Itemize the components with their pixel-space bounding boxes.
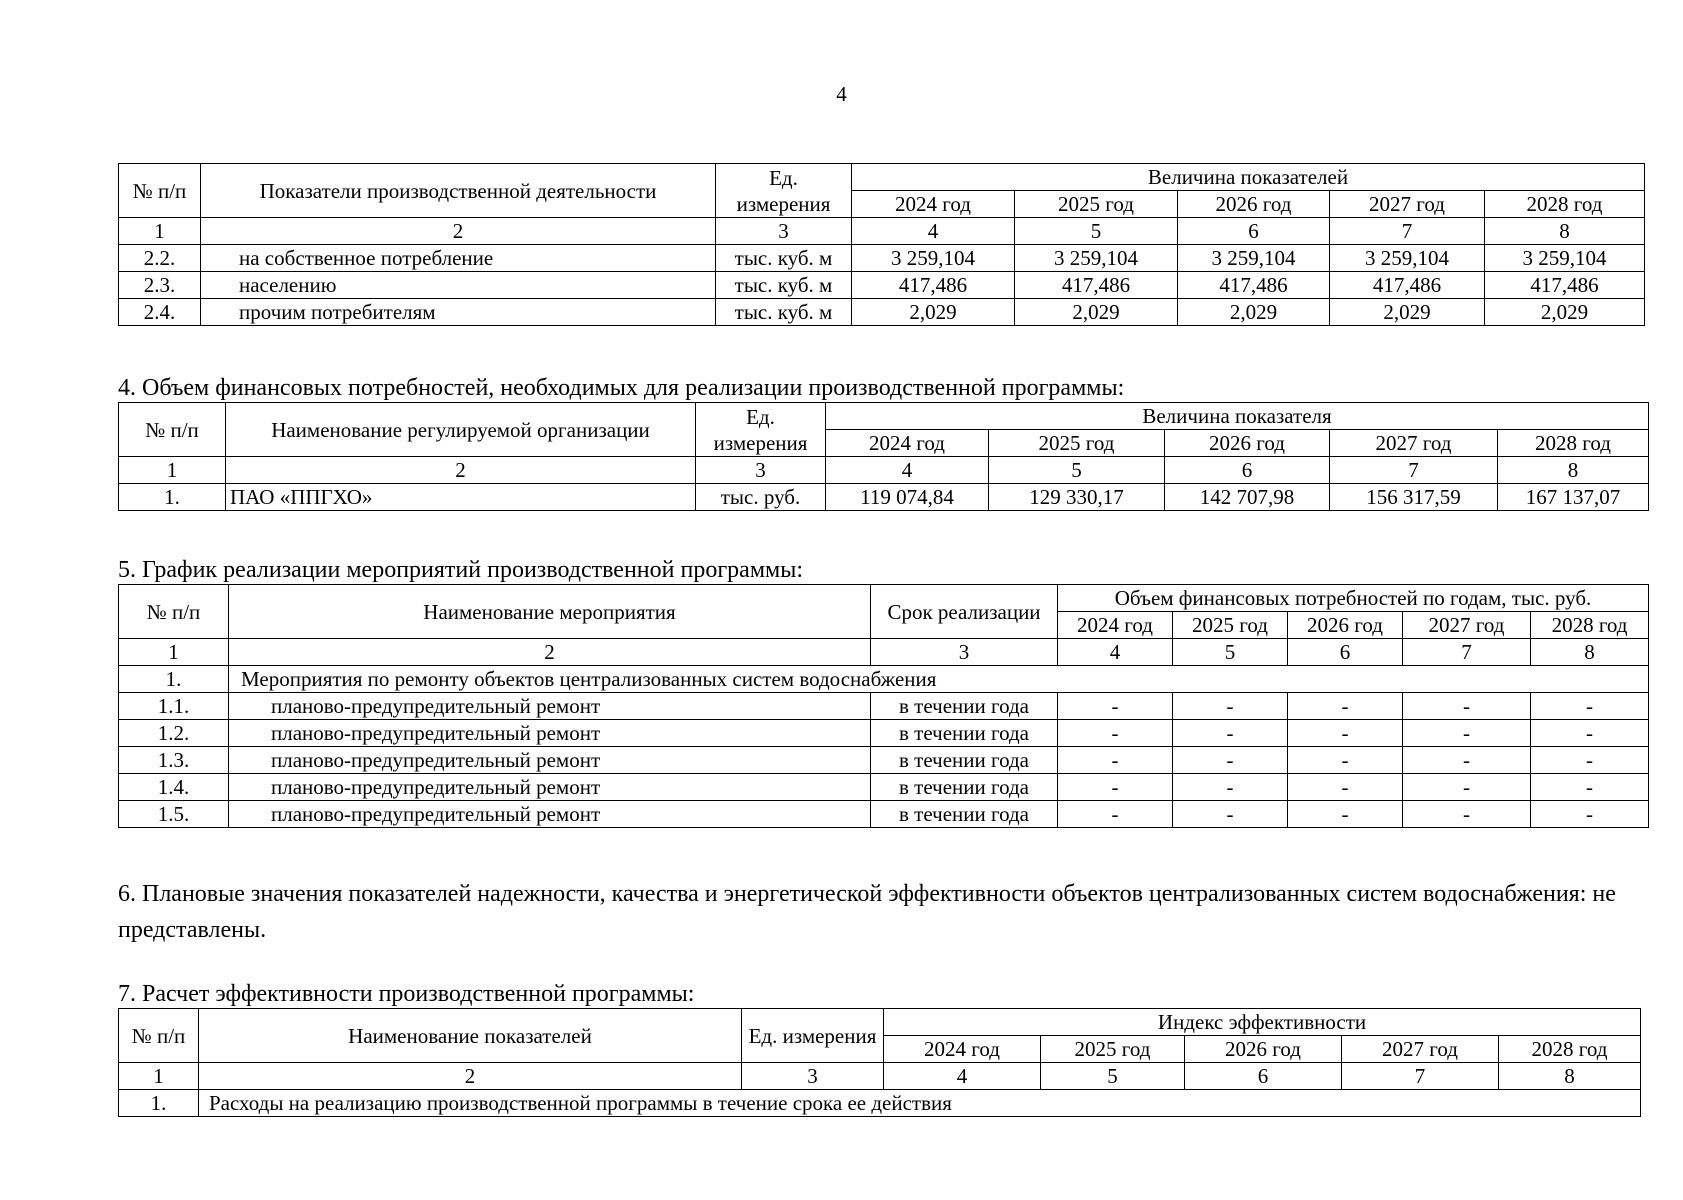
table-row (119, 299, 1645, 326)
column-index: 6 (1178, 218, 1330, 245)
row-value: - (1288, 801, 1403, 828)
header-year: 2024 год (884, 1036, 1041, 1063)
column-index-row (119, 1063, 1641, 1090)
column-index: 1 (119, 457, 226, 484)
row-num: 1. (119, 666, 229, 693)
column-index: 5 (1173, 639, 1288, 666)
row-value: - (1403, 693, 1531, 720)
row-value: - (1058, 693, 1173, 720)
row-value: 167 137,07 (1498, 484, 1649, 511)
header-year: 2026 год (1165, 430, 1330, 457)
row-value: 2,029 (1330, 299, 1485, 326)
column-index: 4 (1058, 639, 1173, 666)
header-num: № п/п (119, 1009, 199, 1063)
row-name: прочим потребителям (201, 299, 716, 326)
row-term: в течении года (871, 801, 1058, 828)
row-unit: тыс. куб. м (716, 299, 852, 326)
column-index: 2 (201, 218, 716, 245)
column-index: 6 (1288, 639, 1403, 666)
header-year: 2025 год (1015, 191, 1178, 218)
column-index-row (119, 218, 1645, 245)
header-year: 2027 год (1342, 1036, 1499, 1063)
row-term: в течении года (871, 693, 1058, 720)
column-index: 4 (852, 218, 1015, 245)
header-year: 2027 год (1403, 612, 1531, 639)
section-4-title: 4. Объем финансовых потребностей, необходимых для реализации производственной программы: (118, 375, 1125, 401)
column-index-row (119, 457, 1649, 484)
column-index: 1 (119, 639, 229, 666)
header-year: 2024 год (852, 191, 1015, 218)
column-index: 8 (1498, 457, 1649, 484)
header-value: Индекс эффективности (884, 1009, 1641, 1036)
group-name: Расходы на реализацию производственной программы в течение срока ее действия (199, 1090, 1641, 1117)
row-value: - (1173, 720, 1288, 747)
efficiency-table (118, 1008, 1641, 1117)
header-value: Величина показателей (852, 164, 1645, 191)
row-num: 1.2. (119, 720, 229, 747)
row-value: 417,486 (1015, 272, 1178, 299)
row-value: 417,486 (1330, 272, 1485, 299)
table-row (119, 272, 1645, 299)
column-index: 1 (119, 1063, 199, 1090)
header-unit: Ед. измерения (716, 164, 852, 218)
header-year: 2028 год (1498, 430, 1649, 457)
section-5-title: 5. График реализации мероприятий производственной программы: (118, 557, 803, 583)
column-index: 2 (229, 639, 871, 666)
row-value: 3 259,104 (852, 245, 1015, 272)
header-year: 2024 год (826, 430, 989, 457)
row-num: 2.2. (119, 245, 201, 272)
row-num: 2.4. (119, 299, 201, 326)
row-value: 417,486 (852, 272, 1015, 299)
row-name: на собственное потребление (201, 245, 716, 272)
row-value: 2,029 (1015, 299, 1178, 326)
header-year: 2028 год (1531, 612, 1649, 639)
column-index: 2 (226, 457, 696, 484)
column-index: 5 (989, 457, 1165, 484)
row-term: в течении года (871, 747, 1058, 774)
header-year: 2025 год (1173, 612, 1288, 639)
column-index: 3 (871, 639, 1058, 666)
row-num: 1.4. (119, 774, 229, 801)
row-value: - (1403, 774, 1531, 801)
row-value: - (1173, 747, 1288, 774)
row-term: в течении года (871, 720, 1058, 747)
row-value: - (1403, 720, 1531, 747)
column-index: 6 (1165, 457, 1330, 484)
table-row (119, 774, 1649, 801)
header-unit: Ед. измерения (742, 1009, 884, 1063)
header-year: 2024 год (1058, 612, 1173, 639)
row-value: - (1058, 774, 1173, 801)
table-row (119, 484, 1649, 511)
row-value: 417,486 (1178, 272, 1330, 299)
header-value: Объем финансовых потребностей по годам, тыс. руб. (1058, 585, 1649, 612)
header-year: 2028 год (1485, 191, 1645, 218)
row-value: 417,486 (1485, 272, 1645, 299)
row-num: 1.5. (119, 801, 229, 828)
row-num: 1.3. (119, 747, 229, 774)
row-name: населению (201, 272, 716, 299)
row-unit: тыс. руб. (696, 484, 826, 511)
row-value: 2,029 (1485, 299, 1645, 326)
column-index: 1 (119, 218, 201, 245)
column-index: 7 (1330, 218, 1485, 245)
header-year: 2026 год (1178, 191, 1330, 218)
column-index: 5 (1041, 1063, 1185, 1090)
production-indicators-table (118, 163, 1645, 326)
row-value: - (1531, 720, 1649, 747)
row-value: - (1531, 801, 1649, 828)
column-index: 5 (1015, 218, 1178, 245)
header-num: № п/п (119, 585, 229, 639)
row-value: 129 330,17 (989, 484, 1165, 511)
section-6-text: 6. Плановые значения показателей надежности, качества и энергетической эффективности объектов централизованных систем водоснабжения: не представлены. (118, 881, 1616, 943)
row-num: 2.3. (119, 272, 201, 299)
table-row (119, 693, 1649, 720)
row-value: - (1288, 747, 1403, 774)
row-value: 3 259,104 (1485, 245, 1645, 272)
row-value: - (1288, 720, 1403, 747)
row-value: 156 317,59 (1330, 484, 1498, 511)
table-row (119, 720, 1649, 747)
row-value: - (1288, 693, 1403, 720)
column-index: 8 (1531, 639, 1649, 666)
header-value: Величина показателя (826, 403, 1649, 430)
row-value: 3 259,104 (1330, 245, 1485, 272)
row-name: планово-предупредительный ремонт (229, 693, 871, 720)
row-value: - (1531, 774, 1649, 801)
row-value: - (1173, 774, 1288, 801)
page-number: 4 (836, 82, 847, 106)
row-term: в течении года (871, 774, 1058, 801)
column-index: 7 (1342, 1063, 1499, 1090)
row-value: - (1058, 720, 1173, 747)
column-index: 3 (696, 457, 826, 484)
header-name: Наименование мероприятия (229, 585, 871, 639)
row-value: - (1173, 801, 1288, 828)
column-index: 6 (1185, 1063, 1342, 1090)
header-name: Наименование показателей (199, 1009, 742, 1063)
row-value: - (1173, 693, 1288, 720)
column-index: 3 (742, 1063, 884, 1090)
column-index: 7 (1403, 639, 1531, 666)
row-value: - (1288, 774, 1403, 801)
row-num: 1. (119, 484, 226, 511)
row-value: - (1403, 747, 1531, 774)
row-value: 2,029 (1178, 299, 1330, 326)
row-name: планово-предупредительный ремонт (229, 747, 871, 774)
financial-needs-table (118, 402, 1649, 511)
row-value: 142 707,98 (1165, 484, 1330, 511)
column-index: 7 (1330, 457, 1498, 484)
row-value: - (1531, 693, 1649, 720)
row-value: 119 074,84 (826, 484, 989, 511)
column-index: 2 (199, 1063, 742, 1090)
table-row (119, 245, 1645, 272)
row-num: 1.1. (119, 693, 229, 720)
row-value: 2,029 (852, 299, 1015, 326)
header-year: 2026 год (1185, 1036, 1342, 1063)
header-num: № п/п (119, 164, 201, 218)
header-year: 2026 год (1288, 612, 1403, 639)
header-year: 2028 год (1499, 1036, 1641, 1063)
row-value: - (1058, 747, 1173, 774)
column-index: 4 (884, 1063, 1041, 1090)
header-name: Показатели производственной деятельности (201, 164, 716, 218)
group-name: Мероприятия по ремонту объектов централизованных систем водоснабжения (229, 666, 1649, 693)
header-year: 2027 год (1330, 191, 1485, 218)
row-name: планово-предупредительный ремонт (229, 720, 871, 747)
header-term: Срок реализации (871, 585, 1058, 639)
header-year: 2027 год (1330, 430, 1498, 457)
measures-schedule-table (118, 584, 1649, 828)
row-name: планово-предупредительный ремонт (229, 774, 871, 801)
row-unit: тыс. куб. м (716, 272, 852, 299)
row-value: 3 259,104 (1178, 245, 1330, 272)
section-7-title: 7. Расчет эффективности производственной программы: (118, 981, 695, 1007)
header-year: 2025 год (989, 430, 1165, 457)
header-year: 2025 год (1041, 1036, 1185, 1063)
column-index: 3 (716, 218, 852, 245)
table-row (119, 747, 1649, 774)
column-index: 4 (826, 457, 989, 484)
header-unit: Ед. измерения (696, 403, 826, 457)
row-value: - (1058, 801, 1173, 828)
row-name: ПАО «ППГХО» (226, 484, 696, 511)
column-index-row (119, 639, 1649, 666)
group-row (119, 1090, 1641, 1117)
row-value: 3 259,104 (1015, 245, 1178, 272)
header-name: Наименование регулируемой организации (226, 403, 696, 457)
row-num: 1. (119, 1090, 199, 1117)
table-row (119, 801, 1649, 828)
row-unit: тыс. куб. м (716, 245, 852, 272)
row-value: - (1403, 801, 1531, 828)
column-index: 8 (1485, 218, 1645, 245)
group-row (119, 666, 1649, 693)
row-value: - (1531, 747, 1649, 774)
column-index: 8 (1499, 1063, 1641, 1090)
header-num: № п/п (119, 403, 226, 457)
row-name: планово-предупредительный ремонт (229, 801, 871, 828)
